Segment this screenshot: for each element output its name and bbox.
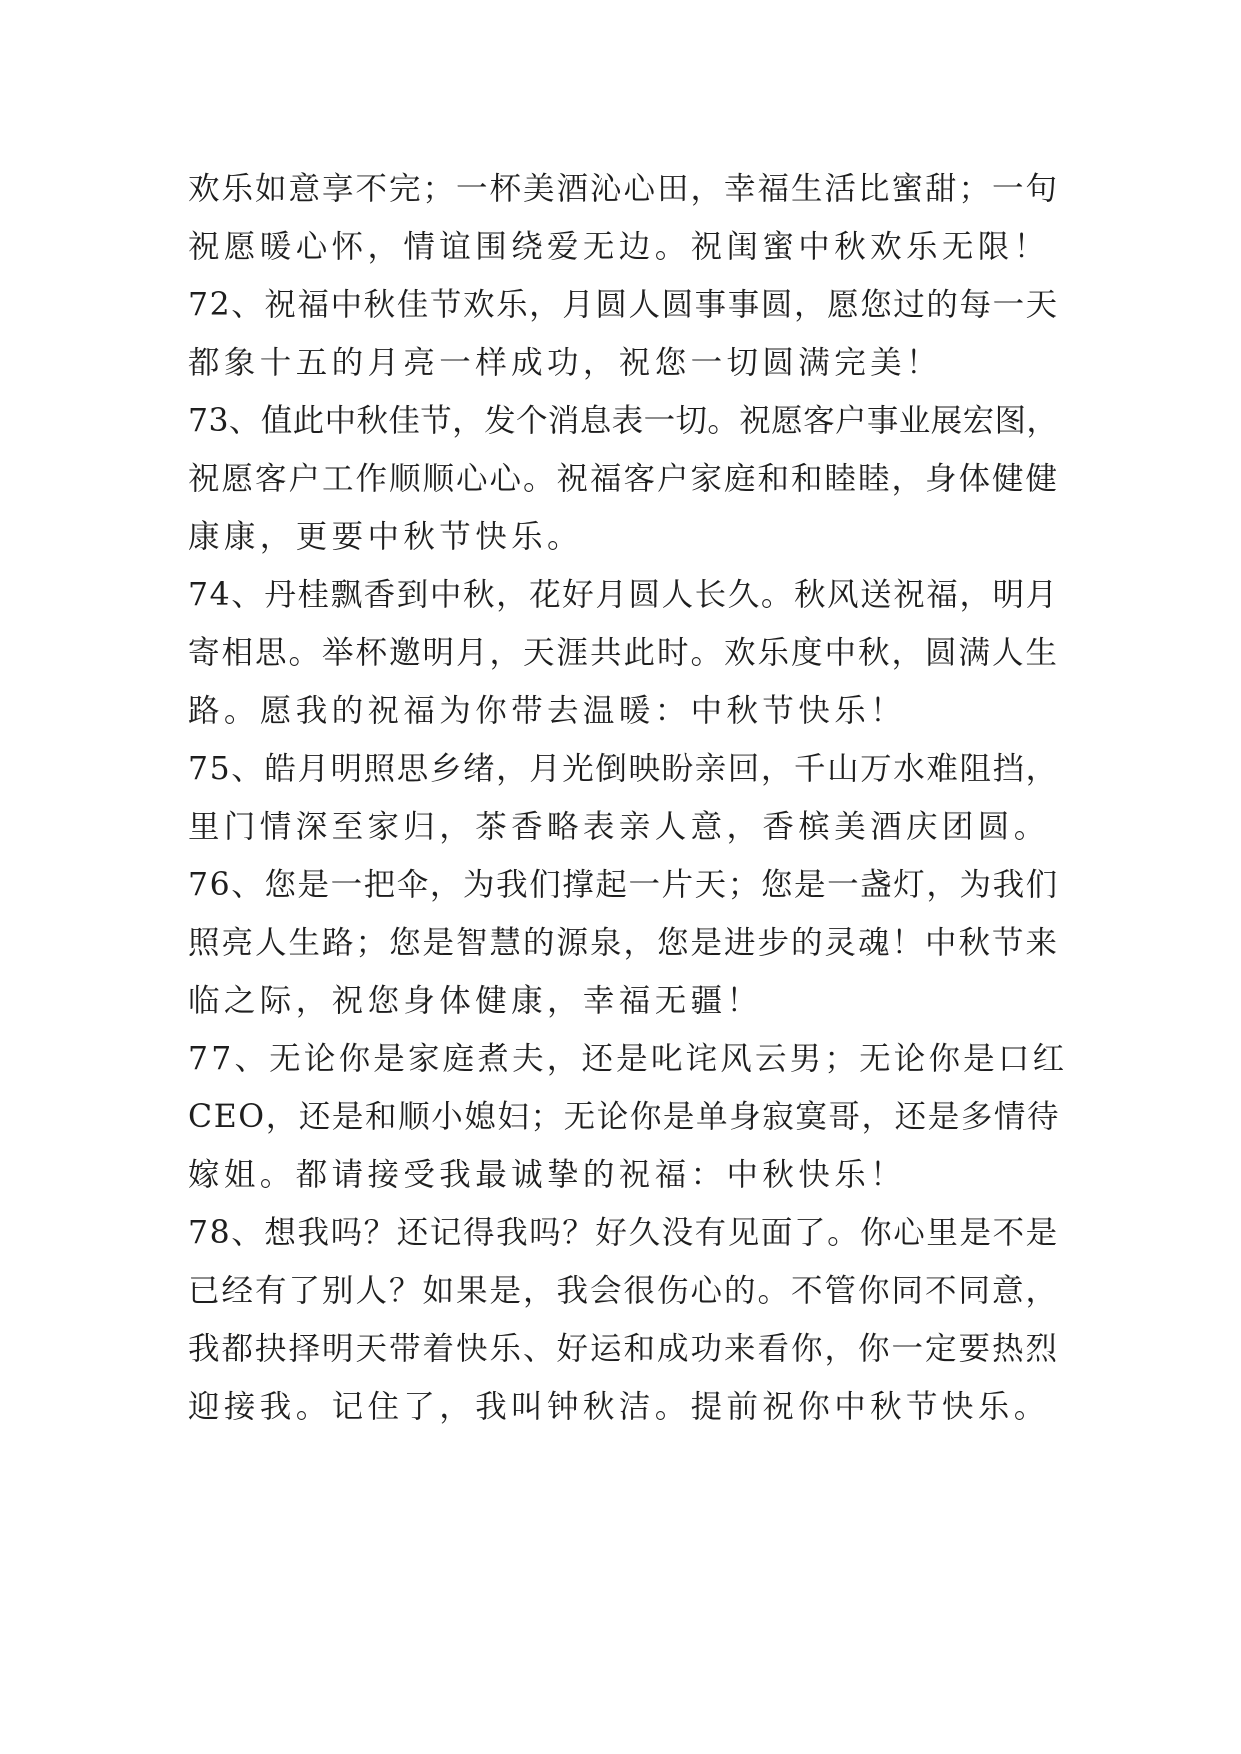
text-line: 都象十五的月亮一样成功，祝您一切圆满完美！ [188,345,942,381]
text-line: 76、您是一把伞，为我们撑起一片天；您是一盏灯，为我们 [188,867,1059,903]
text-line: 照亮人生路；您是智慧的源泉，您是进步的灵魂！中秋节来 [188,925,1060,961]
text-line: CEO，还是和顺小媳妇；无论你是单身寂寞哥，还是多情待 [188,1099,1061,1135]
text-line: 祝愿暖心怀，情谊围绕爱无边。祝闺蜜中秋欢乐无限！ [188,229,1050,265]
text-line: 77、无论你是家庭煮夫，还是叱诧风云男；无论你是口红 [188,1041,1068,1077]
text-line: 祝愿客户工作顺顺心心。祝福客户家庭和和睦睦，身体健健 [188,461,1060,497]
document-body [188,160,1068,1436]
text-line: 72、祝福中秋佳节欢乐，月圆人圆事事圆，愿您过的每一天 [188,287,1059,323]
text-line: 临之际，祝您身体健康，幸福无疆！ [188,983,763,1019]
text-line: 我都抉择明天带着快乐、好运和成功来看你，你一定要热烈 [188,1331,1060,1367]
text-line: 迎接我。记住了，我叫钟秋洁。提前祝你中秋节快乐。 [188,1389,1050,1425]
text-line: 里门情深至家归，茶香略表亲人意，香槟美酒庆团圆。 [188,809,1050,845]
text-line: 已经有了别人？如果是，我会很伤心的。不管你同不同意， [188,1273,1060,1309]
text-line: 欢乐如意享不完；一杯美酒沁心田，幸福生活比蜜甜；一句 [188,171,1060,207]
text-line: 73、值此中秋佳节，发个消息表一切。祝愿客户事业展宏图， [188,403,1059,439]
text-line: 74、丹桂飘香到中秋，花好月圆人长久。秋风送祝福，明月 [188,577,1059,613]
text-line: 78、想我吗？还记得我吗？好久没有见面了。你心里是不是 [188,1215,1059,1251]
text-line: 路。愿我的祝福为你带去温暖：中秋节快乐！ [188,693,907,729]
text-line: 康康，更要中秋节快乐。 [188,519,583,555]
text-line: 嫁姐。都请接受我最诚挚的祝福：中秋快乐！ [188,1157,907,1193]
text-line: 75、皓月明照思乡绪，月光倒映盼亲回，千山万水难阻挡， [188,751,1059,787]
text-line: 寄相思。举杯邀明月，天涯共此时。欢乐度中秋，圆满人生 [188,635,1060,671]
